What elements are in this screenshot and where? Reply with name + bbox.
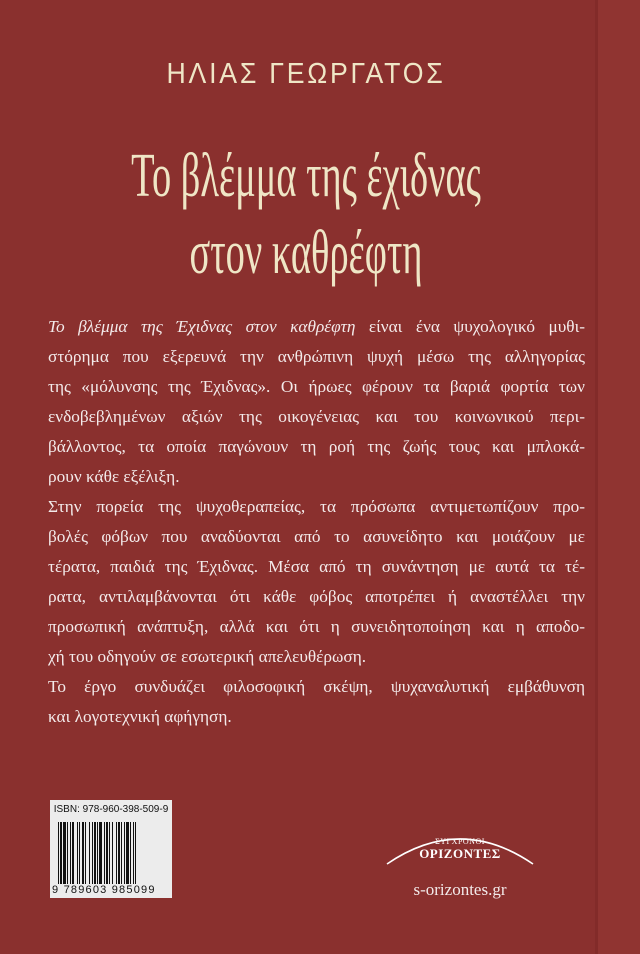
barcode-bar — [94, 822, 96, 888]
blurb-title-italic: Το βλέμμα της Έχιδνας στον καθρέφτη — [48, 317, 356, 336]
blurb-line — [48, 522, 585, 552]
barcode-bar — [97, 822, 98, 888]
barcode-bar — [126, 822, 129, 888]
barcode-bar — [58, 822, 59, 888]
blurb-line — [48, 432, 585, 462]
barcode-bar — [70, 822, 71, 888]
publisher-logo — [385, 826, 535, 866]
spine-band — [598, 0, 640, 954]
fold-line — [595, 0, 598, 954]
barcode-bar — [92, 822, 93, 888]
blurb-line — [48, 492, 585, 522]
blurb-line — [48, 612, 585, 642]
blurb-line — [48, 342, 585, 372]
blurb-line-rest: είναι ένα ψυχολογικό μυθι- — [368, 317, 585, 336]
barcode-bar — [106, 822, 108, 888]
blurb-line-text: βάλλοντος, τα οποία παγώνουν τη ροή της ζωής τους και μπλοκά- — [48, 437, 585, 456]
blurb-line-text: τέρατα, παιδιά της Έχιδνας. Μέσα από τη συνάντηση με αυτά τα τέ- — [48, 557, 585, 576]
isbn-barcode — [50, 800, 172, 898]
blurb-line — [48, 582, 585, 612]
blurb-line-text: της «μόλυνσης της Έχιδνας». Οι ήρωες φέρουν τα βαριά φορτία των — [48, 377, 585, 396]
blurb-line — [48, 402, 585, 432]
blurb-line — [48, 372, 585, 402]
barcode-bar — [118, 822, 120, 888]
book-title-line-1: Το βλέμμα της έχιδνας — [131, 142, 481, 210]
barcode-bar — [67, 822, 68, 888]
barcode-bar — [60, 822, 62, 888]
barcode-bar — [124, 822, 125, 888]
barcode-bar — [116, 822, 117, 888]
blurb-line-text: ρατα, αντιλαμβάνονται ότι κάθε φόβος αποτρέπει ή αναστέλλει την — [48, 587, 585, 606]
blurb-line — [48, 672, 585, 702]
barcode-bar — [135, 822, 136, 888]
blurb-line-text: χή του οδηγούν σε εσωτερική απελευθέρωση. — [48, 647, 367, 666]
barcode-bar — [72, 822, 74, 888]
barcode-bar — [112, 822, 113, 888]
barcode-bar — [104, 822, 105, 888]
blurb-line-text: ρουν κάθε εξέλιξη. — [48, 467, 180, 486]
blurb-line-text: ενδοβεβλημένων αξιών της οικογένειας και του κοινωνικού περι- — [48, 407, 585, 426]
barcode-bar — [121, 822, 122, 888]
author-name: ΗΛΙΑΣ ΓΕΩΡΓΑΤΟΣ — [166, 58, 446, 90]
book-title-line-2: στον καθρέφτη — [189, 219, 423, 287]
barcode-bar — [89, 822, 90, 888]
blurb-line — [48, 552, 585, 582]
barcode-bars — [58, 822, 168, 888]
barcode-bar — [79, 822, 80, 888]
publisher-website[interactable]: s-orizontes.gr — [413, 880, 507, 899]
blurb-line-text: προσωπική ανάπτυξη, αλλά και ότι η συνειδητοποίηση και η αποδο- — [48, 617, 585, 636]
blurb-line-text: Στην πορεία της ψυχοθεραπείας, τα πρόσωπα αντιμετωπίζουν προ- — [48, 497, 585, 516]
blurb-line-text: και λογοτεχνική αφήγηση. — [48, 707, 232, 726]
blurb-line-text: Το έργο συνδυάζει φιλοσοφική σκέψη, ψυχαναλυτική εμβάθυνση — [48, 677, 585, 696]
barcode-bar — [133, 822, 134, 888]
isbn-label: ISBN: 978-960-398-509-9 — [53, 804, 169, 815]
publisher-name-main: ΟΡΙΖΟΝΤΕΣ — [419, 846, 501, 861]
barcode-bar — [130, 822, 131, 888]
blurb-line — [48, 462, 585, 492]
blurb-line-text: στόρημα που εξερευνά την ανθρώπινη ψυχή μέσω της αλληγορίας — [48, 347, 585, 366]
publisher-name-top: ΣΥΓΧΡΟΝΟΙ — [435, 837, 485, 846]
blurb-line-text: βολές φόβων που αναδύονται από το ασυνείδητο και μοιάζουν με — [48, 527, 585, 546]
blurb-line — [48, 642, 585, 672]
barcode-bar — [63, 822, 66, 888]
blurb-line — [48, 702, 585, 732]
barcode-bar — [77, 822, 78, 888]
barcode-digits: 9 789603 985099 — [52, 884, 156, 896]
barcode-bar — [99, 822, 102, 888]
barcode-bar — [85, 822, 86, 888]
blurb — [48, 312, 585, 732]
blurb-line — [48, 312, 585, 342]
barcode-bar — [109, 822, 110, 888]
barcode-bar — [82, 822, 84, 888]
